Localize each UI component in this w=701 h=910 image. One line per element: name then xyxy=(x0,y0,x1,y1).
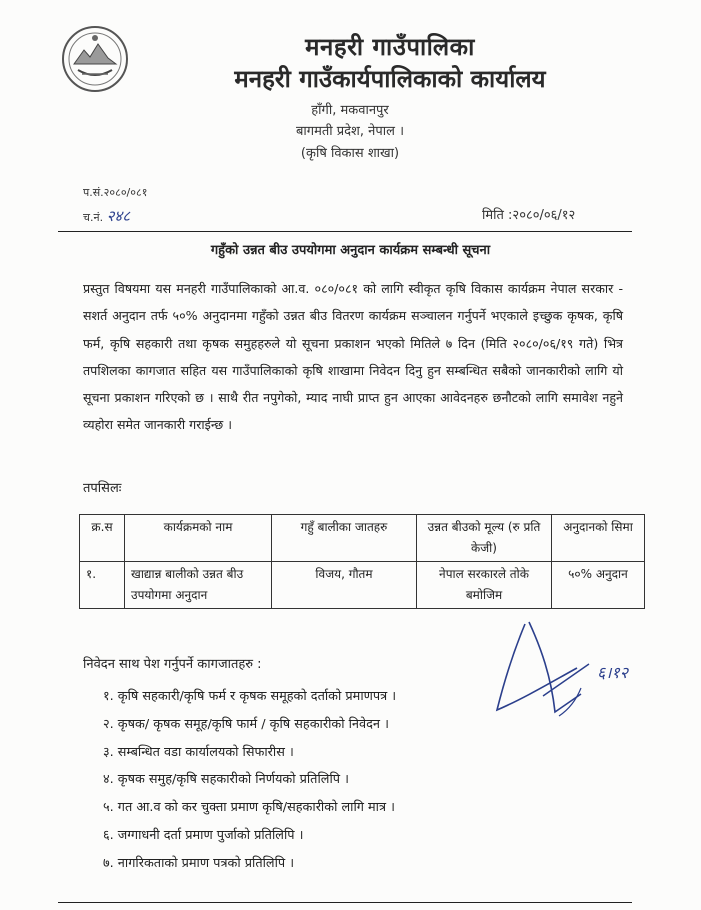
col-header-varieties: गहुँ बालीका जातहरु xyxy=(272,515,417,562)
table-row xyxy=(80,562,645,609)
letter-date: मिति :२०८०/०६/१२ xyxy=(482,208,576,223)
list-item: २. कृषक/ कृषक समूह/कृषि फार्म / कृषि सहकारीको निवेदन । xyxy=(103,716,389,732)
address-line-2: बागमती प्रदेश, नेपाल । xyxy=(295,124,405,139)
footer-divider xyxy=(58,902,632,903)
list-item: ४. कृषक समुह/कृषि सहकारीको निर्णयको प्रतिलिपि । xyxy=(103,772,349,788)
list-item: ३. सम्बन्धित वडा कार्यालयको सिफारीस । xyxy=(103,744,294,760)
documents-list xyxy=(103,683,396,878)
details-label: तपसिलः xyxy=(83,481,122,496)
col-header-price: उन्नत बीउको मूल्य (रु प्रति केजी) xyxy=(417,515,552,562)
cell-price: नेपाल सरकारले तोके बमोजिम xyxy=(417,562,552,609)
header-divider xyxy=(58,231,632,232)
signature-date: ६।१२ xyxy=(597,663,629,682)
notice-body: प्रस्तुत विषयमा यस मनहरी गाउँपालिकाको आ.व. ०८०/०८१ को लागि स्वीकृत कृषि विकास कार्यक्रम नेपाल सरकार - सशर्त अनुदान तर्फ ५०% अनुदानमा गहुँको उन्नत बीउ वितरण कार्यक्रम सञ्चालन गर्नुपर्ने भएकाले इच्छुक कृषक, कृषि फर्म, कृषि सहकारी तथा कृषक समुहहरुले यो सूचना प्रकाशन भएको मितिले ७ दिन (मिति २०८०/०६/१९ गते) भित्र तपशिलका कागजात सहित यस गाउँपालिकाको कृषि शाखामा निवेदन दिनु हुन सम्बन्धित सबैको जानकारीको लागि यो सूचना प्रकाशन गरिएको छ । साथै रीत नपुगेको, म्याद नाघी प्राप्त हुन आएका आवेदनहरु छनौटको लागि समावेश नहुने व्यहोरा समेत जानकारी गराईन्छ । xyxy=(83,281,623,433)
cell-varieties: विजय, गौतम xyxy=(272,562,417,609)
col-header-sn: क्र.स xyxy=(80,515,125,562)
office-title: मनहरी गाउँकार्यपालिकाको कार्यालय xyxy=(234,65,546,93)
municipality-title: मनहरी गाउँपालिका xyxy=(305,33,475,61)
cell-subsidy: ५०% अनुदान xyxy=(552,562,645,609)
dispatch-number xyxy=(83,206,130,226)
nepal-emblem-icon xyxy=(60,24,130,94)
documents-heading: निवेदन साथ पेश गर्नुपर्ने कागजातहरु : xyxy=(83,657,262,672)
notice-subject: गहुँको उन्नत बीउ उपयोगमा अनुदान कार्यक्रम सम्बन्धी सूचना xyxy=(210,243,491,258)
list-item: ७. नागरिकताको प्रमाण पत्रको प्रतिलिपि । xyxy=(103,855,295,871)
address-line-1: हाँगी, मकवानपुर xyxy=(311,103,389,118)
signature xyxy=(485,618,685,728)
col-header-subsidy: अनुदानको सिमा xyxy=(552,515,645,562)
letter-ref-number: प.सं.२०८०/०८१ xyxy=(83,186,148,199)
dispatch-number-value: २४८ xyxy=(106,207,130,225)
list-item: ५. गत आ.व को कर चुक्ता प्रमाण कृषि/सहकारीको लागि मात्र । xyxy=(103,800,395,816)
table-header-row xyxy=(80,515,645,562)
cell-sn: १. xyxy=(80,562,125,609)
dispatch-number-label: च.नं. xyxy=(83,211,104,224)
list-item: १. कृषि सहकारी/कृषि फर्म र कृषक समूहको दर्ताको प्रमाणपत्र । xyxy=(103,689,397,704)
program-table xyxy=(79,514,645,609)
department-name: (कृषि विकास शाखा) xyxy=(300,146,400,161)
list-item: ६. जग्गाधनी दर्ता प्रमाण पुर्जाको प्रतिलिपि । xyxy=(103,827,304,843)
col-header-program: कार्यक्रमको नाम xyxy=(125,515,272,562)
cell-program: खाद्यान्न बालीको उन्नत बीउ उपयोगमा अनुदान xyxy=(125,562,272,609)
